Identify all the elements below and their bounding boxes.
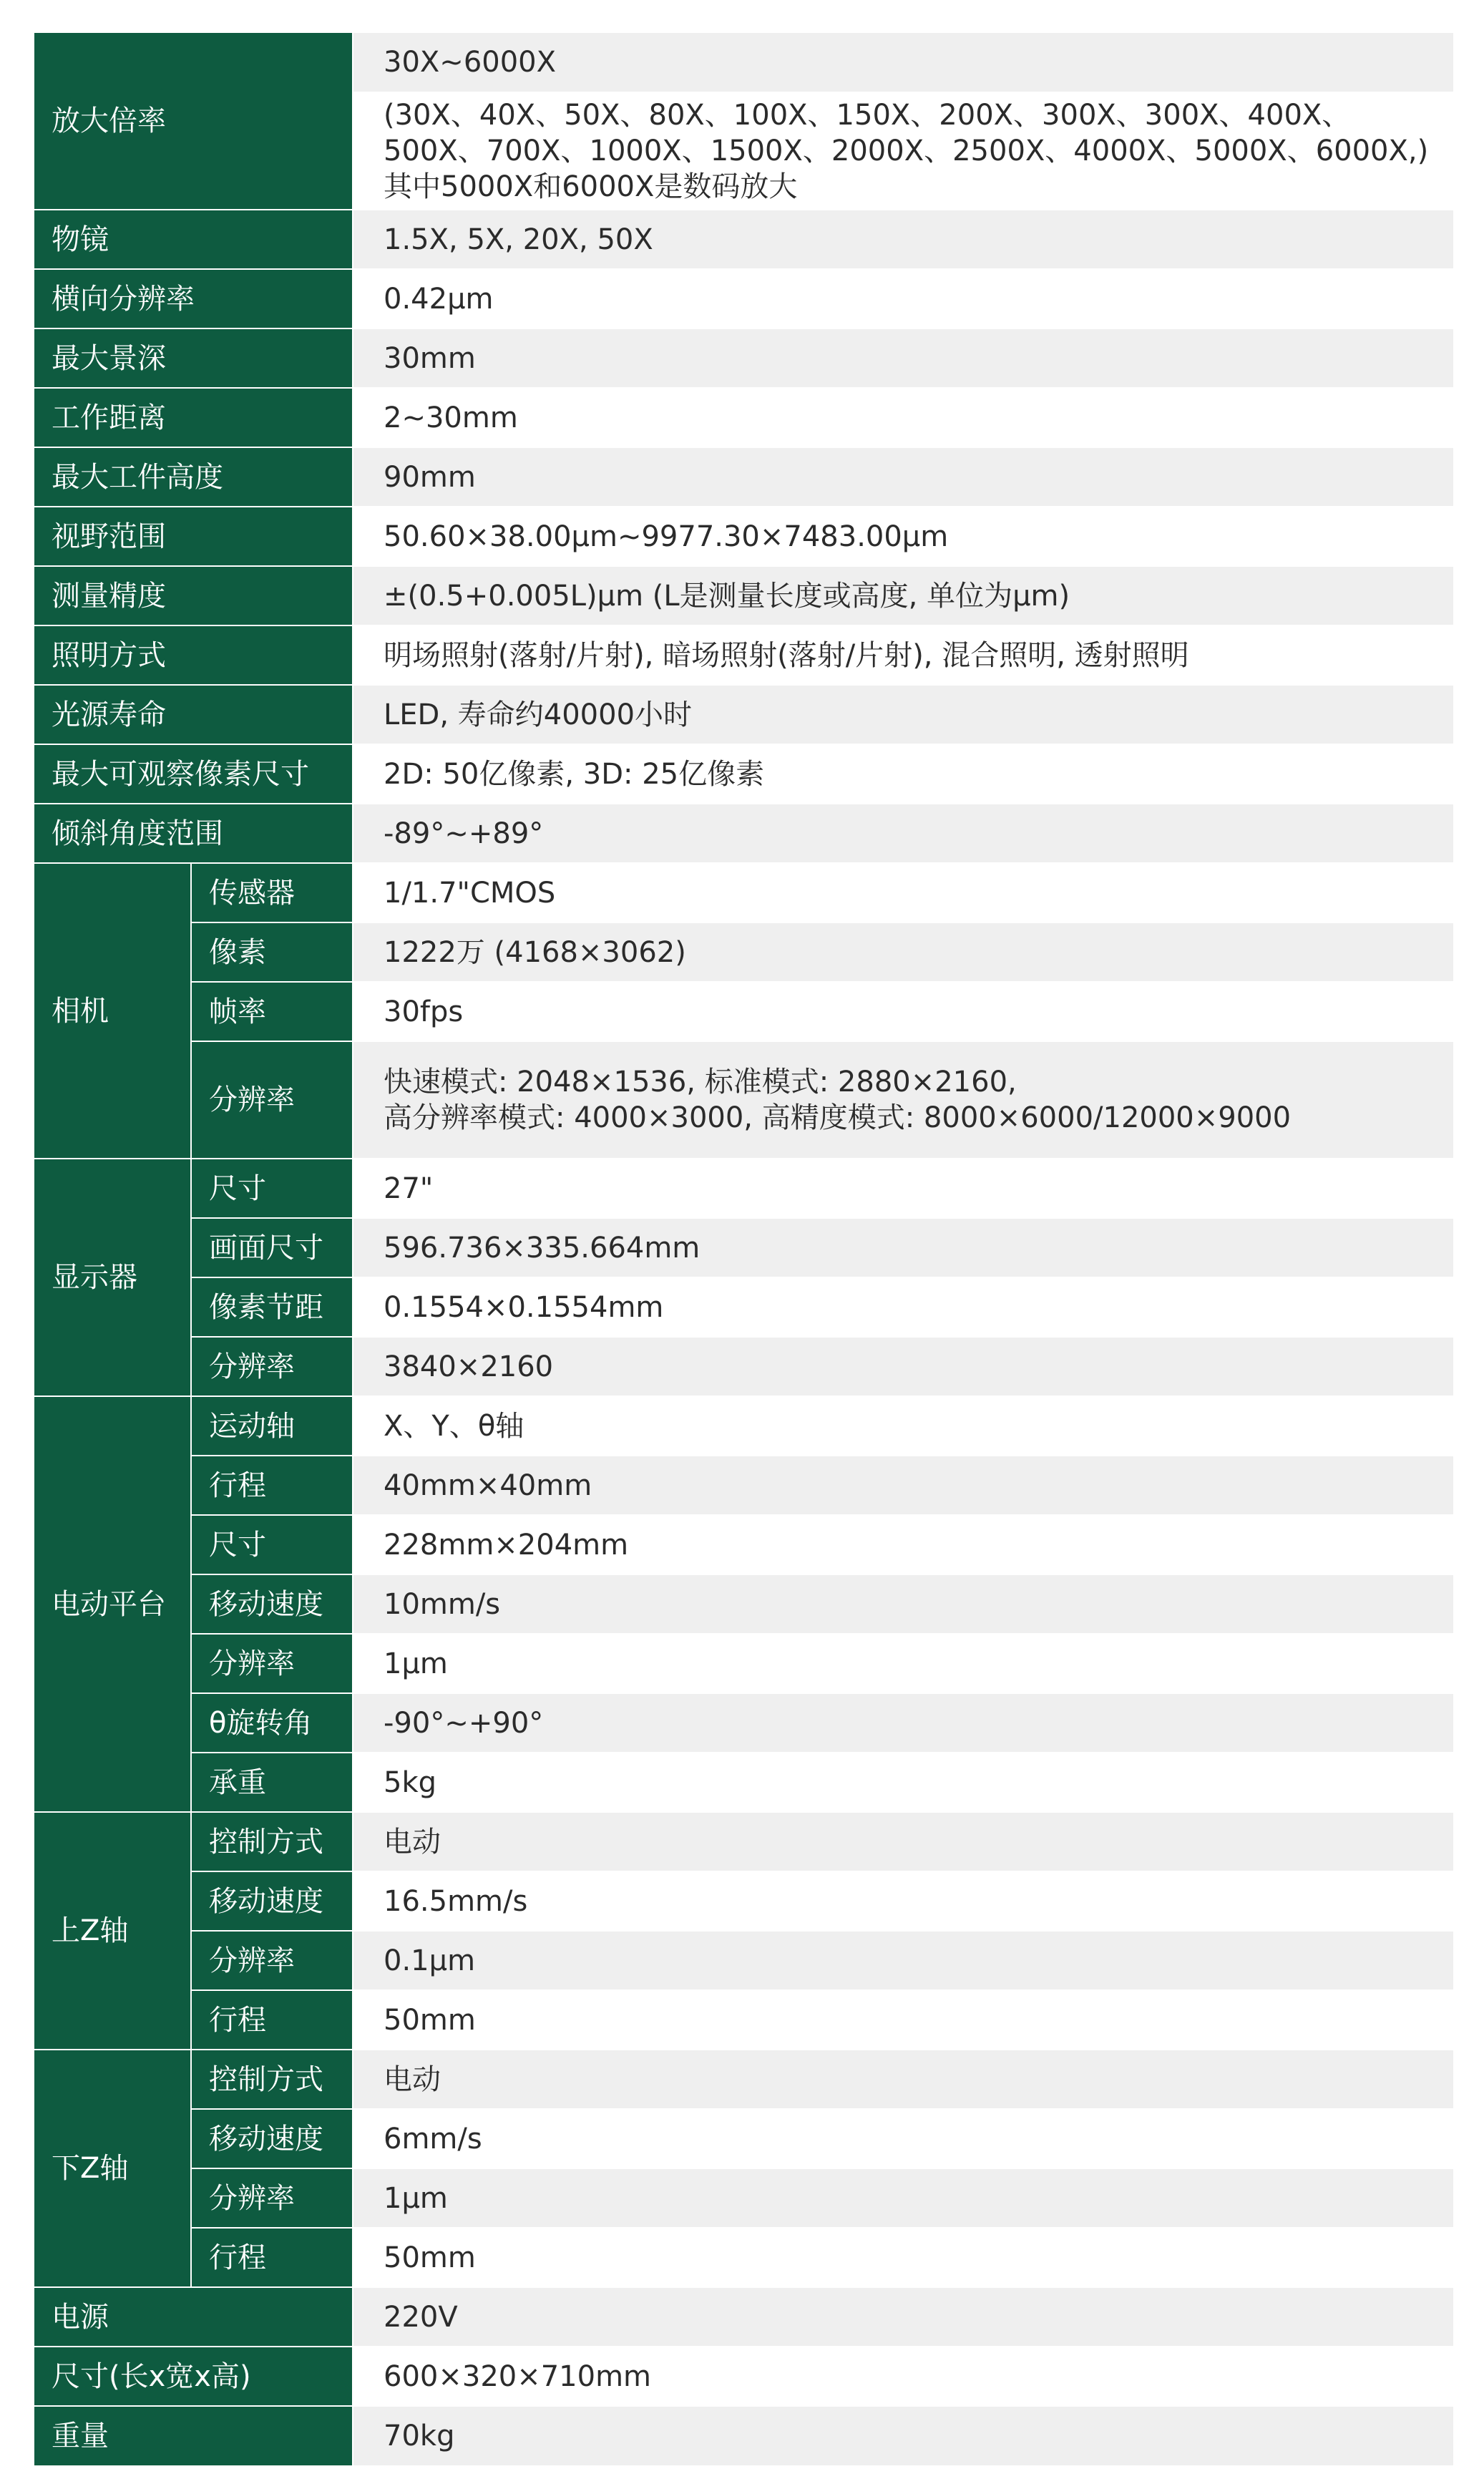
row-label: 最大景深 bbox=[34, 329, 353, 389]
lower-z-row bbox=[34, 2229, 1453, 2288]
stage-row bbox=[34, 1575, 1453, 1635]
row-label: 重量 bbox=[34, 2407, 353, 2465]
spec-row bbox=[34, 686, 1453, 745]
spec-row bbox=[34, 270, 1453, 329]
row-value: 电动 bbox=[353, 2050, 1453, 2110]
spec-row-magnification bbox=[34, 33, 1453, 93]
sub-label: 控制方式 bbox=[192, 2050, 353, 2110]
group-label-camera: 相机 bbox=[34, 864, 192, 1159]
row-value: 5kg bbox=[353, 1753, 1453, 1813]
sub-label: 像素节距 bbox=[192, 1278, 353, 1338]
row-value: 电动 bbox=[353, 1813, 1453, 1872]
row-value: 1μm bbox=[353, 2169, 1453, 2229]
sub-label: 移动速度 bbox=[192, 2110, 353, 2169]
row-label: 视野范围 bbox=[34, 507, 353, 567]
stage-row bbox=[34, 1635, 1453, 1694]
row-value: 40mm×40mm bbox=[353, 1456, 1453, 1516]
sub-label: 承重 bbox=[192, 1753, 353, 1813]
row-value: 228mm×204mm bbox=[353, 1516, 1453, 1575]
row-value: 600×320×710mm bbox=[353, 2347, 1453, 2407]
spec-row bbox=[34, 448, 1453, 507]
row-label: 工作距离 bbox=[34, 389, 353, 448]
spec-row-weight bbox=[34, 2407, 1453, 2465]
sub-label: 尺寸 bbox=[192, 1516, 353, 1575]
row-label: 放大倍率 bbox=[34, 33, 353, 210]
row-value: 1222万 (4168×3062) bbox=[353, 923, 1453, 983]
value-line: 500X、700X、1000X、1500X、2000X、2500X、4000X、5000X、6000X,) bbox=[384, 135, 1429, 167]
row-value-multiline bbox=[353, 93, 1453, 210]
row-value: 0.1μm bbox=[353, 1932, 1453, 1991]
row-label: 最大工件高度 bbox=[34, 448, 353, 507]
camera-row bbox=[34, 1042, 1453, 1159]
camera-row bbox=[34, 923, 1453, 983]
row-label: 倾斜角度范围 bbox=[34, 804, 353, 864]
row-value: 0.42μm bbox=[353, 270, 1453, 329]
row-value: -90°~+90° bbox=[353, 1694, 1453, 1753]
sub-label: 分辨率 bbox=[192, 1338, 353, 1397]
row-label: 电源 bbox=[34, 2288, 353, 2347]
row-value: LED, 寿命约40000小时 bbox=[353, 686, 1453, 745]
stage-row bbox=[34, 1694, 1453, 1753]
spec-table bbox=[34, 33, 1453, 2465]
spec-row bbox=[34, 389, 1453, 448]
row-label: 物镜 bbox=[34, 210, 353, 270]
display-row bbox=[34, 1219, 1453, 1278]
group-label-display: 显示器 bbox=[34, 1159, 192, 1397]
camera-row bbox=[34, 983, 1453, 1042]
row-value: -89°~+89° bbox=[353, 804, 1453, 864]
group-label-upper-z: 上Z轴 bbox=[34, 1813, 192, 2050]
row-value: 明场照射(落射/片射), 暗场照射(落射/片射), 混合照明, 透射照明 bbox=[353, 626, 1453, 686]
sub-label: 分辨率 bbox=[192, 1932, 353, 1991]
row-value: ±(0.5+0.005L)μm (L是测量长度或高度, 单位为μm) bbox=[353, 567, 1453, 626]
stage-row bbox=[34, 1753, 1453, 1813]
sub-label: 移动速度 bbox=[192, 1575, 353, 1635]
row-value: 0.1554×0.1554mm bbox=[353, 1278, 1453, 1338]
row-value: 30mm bbox=[353, 329, 1453, 389]
sub-label: 控制方式 bbox=[192, 1813, 353, 1872]
spec-row bbox=[34, 329, 1453, 389]
row-value: 50.60×38.00μm~9977.30×7483.00μm bbox=[353, 507, 1453, 567]
row-value-multiline bbox=[353, 1042, 1453, 1159]
row-value: X、Y、θ轴 bbox=[353, 1397, 1453, 1456]
row-label: 横向分辨率 bbox=[34, 270, 353, 329]
spec-row-power bbox=[34, 2288, 1453, 2347]
row-value: 220V bbox=[353, 2288, 1453, 2347]
value-line: 其中5000X和6000X是数码放大 bbox=[384, 170, 798, 203]
display-row bbox=[34, 1338, 1453, 1397]
row-value: 30fps bbox=[353, 983, 1453, 1042]
spec-row bbox=[34, 507, 1453, 567]
stage-row bbox=[34, 1456, 1453, 1516]
spec-row-dimensions bbox=[34, 2347, 1453, 2407]
row-label: 测量精度 bbox=[34, 567, 353, 626]
sub-label: 画面尺寸 bbox=[192, 1219, 353, 1278]
row-label: 光源寿命 bbox=[34, 686, 353, 745]
row-value: 2D: 50亿像素, 3D: 25亿像素 bbox=[353, 745, 1453, 804]
row-value: 2~30mm bbox=[353, 389, 1453, 448]
upper-z-row bbox=[34, 1991, 1453, 2050]
sub-label: 帧率 bbox=[192, 983, 353, 1042]
sub-label: 尺寸 bbox=[192, 1159, 353, 1219]
row-value: 10mm/s bbox=[353, 1575, 1453, 1635]
row-value: 1μm bbox=[353, 1635, 1453, 1694]
sub-label: θ旋转角 bbox=[192, 1694, 353, 1753]
row-label: 尺寸(长x宽x高) bbox=[34, 2347, 353, 2407]
row-value: 3840×2160 bbox=[353, 1338, 1453, 1397]
spec-row bbox=[34, 626, 1453, 686]
sub-label: 行程 bbox=[192, 1991, 353, 2050]
upper-z-row bbox=[34, 1813, 1453, 1872]
sub-label: 行程 bbox=[192, 2229, 353, 2288]
stage-row bbox=[34, 1397, 1453, 1456]
sub-label: 传感器 bbox=[192, 864, 353, 923]
value-line: 高分辨率模式: 4000×3000, 高精度模式: 8000×6000/12000×9000 bbox=[384, 1101, 1292, 1134]
lower-z-row bbox=[34, 2169, 1453, 2229]
group-label-lower-z: 下Z轴 bbox=[34, 2050, 192, 2288]
sub-label: 像素 bbox=[192, 923, 353, 983]
sub-label: 行程 bbox=[192, 1456, 353, 1516]
spec-row bbox=[34, 567, 1453, 626]
spec-row bbox=[34, 745, 1453, 804]
row-value: 50mm bbox=[353, 1991, 1453, 2050]
sub-label: 分辨率 bbox=[192, 2169, 353, 2229]
sub-label: 移动速度 bbox=[192, 1872, 353, 1932]
lower-z-row bbox=[34, 2110, 1453, 2169]
value-line: 快速模式: 2048×1536, 标准模式: 2880×2160, bbox=[384, 1066, 1017, 1099]
display-row bbox=[34, 1159, 1453, 1219]
row-label: 最大可观察像素尺寸 bbox=[34, 745, 353, 804]
sub-label: 分辨率 bbox=[192, 1042, 353, 1159]
row-value: 30X~6000X bbox=[353, 33, 1453, 93]
row-value: 50mm bbox=[353, 2229, 1453, 2288]
lower-z-row bbox=[34, 2050, 1453, 2110]
spec-row bbox=[34, 210, 1453, 270]
sub-label: 分辨率 bbox=[192, 1635, 353, 1694]
upper-z-row bbox=[34, 1872, 1453, 1932]
stage-row bbox=[34, 1516, 1453, 1575]
row-value: 70kg bbox=[353, 2407, 1453, 2465]
row-value: 90mm bbox=[353, 448, 1453, 507]
row-value: 1/1.7"CMOS bbox=[353, 864, 1453, 923]
row-value: 6mm/s bbox=[353, 2110, 1453, 2169]
upper-z-row bbox=[34, 1932, 1453, 1991]
row-value: 1.5X, 5X, 20X, 50X bbox=[353, 210, 1453, 270]
row-value: 27" bbox=[353, 1159, 1453, 1219]
row-value: 16.5mm/s bbox=[353, 1872, 1453, 1932]
row-value: 596.736×335.664mm bbox=[353, 1219, 1453, 1278]
sub-label: 运动轴 bbox=[192, 1397, 353, 1456]
row-label: 照明方式 bbox=[34, 626, 353, 686]
camera-row bbox=[34, 864, 1453, 923]
value-line: (30X、40X、50X、80X、100X、150X、200X、300X、300X、400X、 bbox=[384, 99, 1351, 132]
spec-row bbox=[34, 804, 1453, 864]
display-row bbox=[34, 1278, 1453, 1338]
group-label-stage: 电动平台 bbox=[34, 1397, 192, 1813]
